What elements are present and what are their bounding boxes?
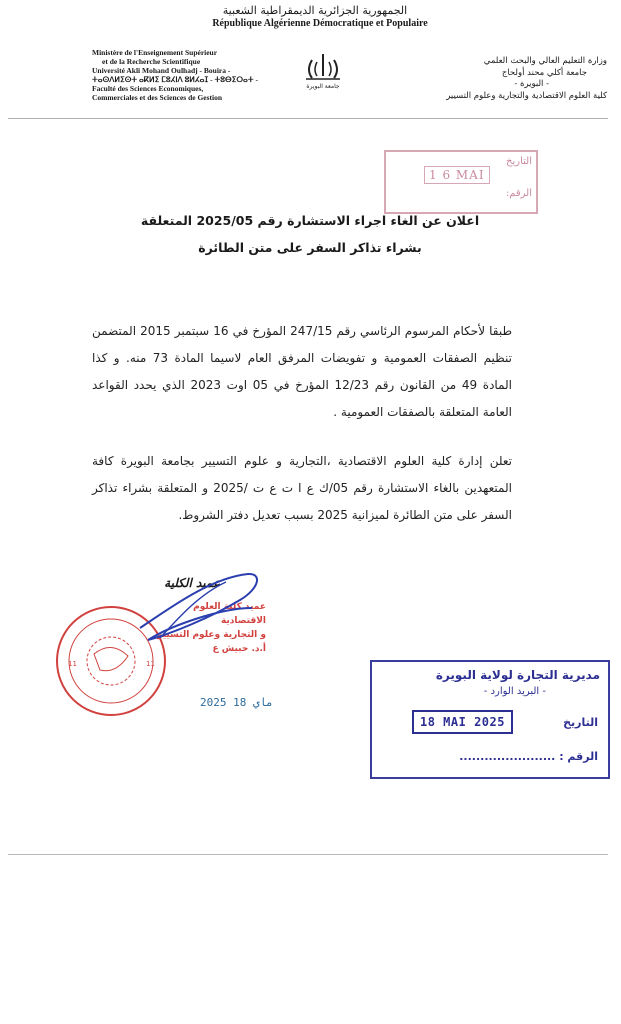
stamp-incoming-mail: - البريد الوارد -: [483, 686, 546, 697]
fr-faculty-line2: Commerciales et des Sciences de Gestion: [92, 93, 223, 102]
french-header-block: [92, 48, 292, 102]
stamp-received-date: 18 MAI 2025: [412, 710, 513, 734]
tifinagh-university: ⵜⴰⵙⴷⵍⵉⵙⵜ ⴰⴽⵍⵉ ⵎⵓⵃⵏⴷ ⵓⵍⵃⴰⵊ - ⵜⵓⴱⵉⵔⴰⵜ -: [92, 75, 259, 84]
arabic-header-block: [417, 56, 607, 102]
handwritten-signature: [130, 568, 270, 648]
red-stamp-line3: أ.د. حبيش ع: [212, 644, 266, 654]
stamp-date-label: التاريخ: [506, 156, 532, 167]
announcement-paragraph: تعلن إدارة كلية العلوم الاقتصادية ،التجارية و علوم التسيير بجامعة البويرة كافة المتعهدين بالغاء الاستشارة رقم 05/ك ع ا ت ع ت /2025 و المتعلقة بشراء تذاكر السفر على متن الطائرة لميزانية 2025 بسبب تعديل دفتر الشروط.: [92, 454, 512, 522]
fr-faculty-line1: Faculté des Sciences Economiques,: [92, 84, 204, 93]
ar-faculty: كلية العلوم الاقتصادية والتجارية وعلوم التسيير: [446, 90, 607, 101]
svg-text:11: 11: [68, 660, 77, 668]
footer-divider: [8, 854, 608, 855]
red-stamp-line1: عميد كلية العلوم الاقتصادية: [193, 602, 266, 626]
republic-name-french: République Algérienne Démocratique et Populaire: [212, 18, 428, 29]
ar-ministry: وزارة التعليم العالي والبحث العلمي: [483, 56, 607, 66]
stamp-directorate: مديرية التجارة لولاية البويرة: [435, 668, 600, 682]
fr-ministry-line1: Ministère de l'Enseignement Supérieur: [92, 48, 218, 57]
red-stamp-line2: و التجارية وعلوم التسيير: [157, 630, 266, 640]
stamp-date: 1 6 MAI: [424, 166, 490, 184]
logo-caption: جامعة البويرة: [306, 83, 340, 90]
dean-label: عميد الكلية: [164, 576, 220, 590]
stamp-number-label: الرقم:: [505, 188, 532, 199]
stamp-number-label-blue: الرقم : .......................: [459, 750, 598, 763]
university-logo: [298, 52, 348, 90]
incoming-mail-stamp: [370, 660, 610, 779]
legal-basis-paragraph: طبقا لأحكام المرسوم الرئاسي رقم 247/15 المؤرخ في 16 سبتمبر 2015 المتضمن تنظيم الصفقات العمومية و تفويضات المرفق العام لاسيما المادة 73 منه. و كذا المادة 49 من القانون رقم 12/23 المؤرخ في 05 اوت 2023 الذي يحدد القواعد العامة المتعلقة بالصفقات العمومية .: [92, 324, 513, 419]
fr-ministry-line2: et de la Recherche Scientifique: [102, 57, 201, 66]
handwritten-date: 2025 ماي 18: [200, 696, 273, 709]
ar-city: - البويرة -: [514, 79, 549, 89]
announcement-title-line2: بشراء تذاكر السفر على متن الطائرة: [198, 240, 422, 255]
svg-text:11: 11: [146, 660, 155, 668]
fr-university: Université Akli Mohand Oulhadj - Bouira -: [92, 66, 231, 75]
ar-university: جامعة أكلي محند أولحاج: [501, 67, 587, 78]
announcement-title-line1: اعلان عن الغاء اجراء الاستشارة رقم 2025/05 المتعلقة: [140, 213, 480, 228]
received-stamp-faded: [384, 150, 538, 214]
header-divider: [8, 118, 608, 119]
stamp-date-label-blue: التاريخ: [563, 716, 598, 729]
republic-name-arabic: الجمهورية الجزائرية الديمقراطية الشعبية: [222, 4, 408, 17]
